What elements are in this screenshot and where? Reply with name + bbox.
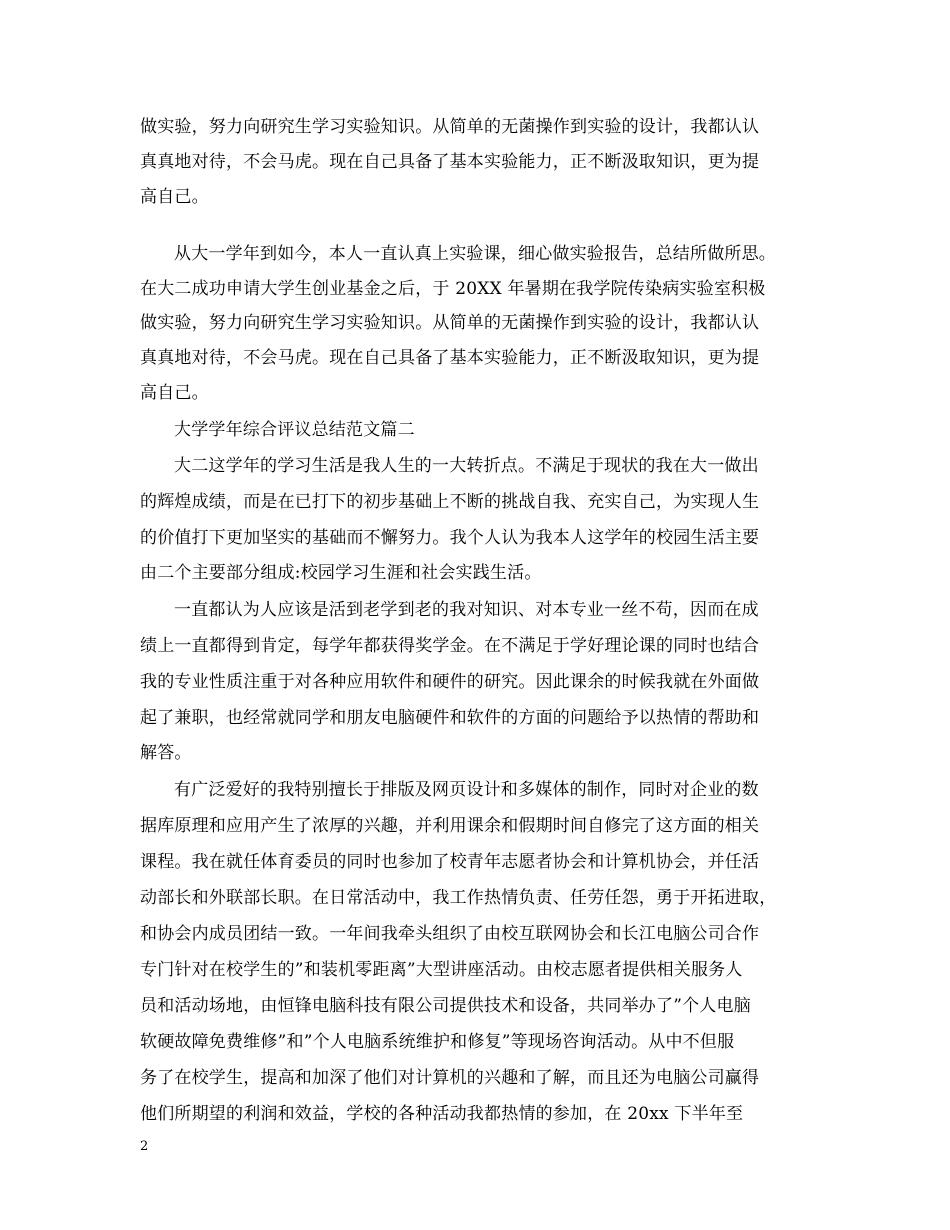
text-line: 绩上一直都得到肯定，每学年都获得奖学金。在不满足于学好理论课的同时也结合 [140, 636, 760, 656]
text-line: 在大二成功申请大学生创业基金之后，于 20XX 年暑期在我学院传染病实验室积极 [140, 279, 766, 299]
text-line: 的辉煌成绩，而是在已打下的初步基础上不断的挑战自我、充实自己，为实现人生 [140, 492, 760, 512]
text-line: 真真地对待，不会马虎。现在自己具备了基本实验能力，正不断汲取知识，更为提 [140, 348, 760, 368]
text-line: 起了兼职，也经常就同学和朋友电脑硬件和软件的方面的问题给予以热情的帮助和 [140, 708, 760, 728]
text-line: 一直都认为人应该是活到老学到老的我对知识、对本专业一丝不苟，因而在成 [174, 600, 759, 620]
text-line: 我的专业性质注重于对各种应用软件和硬件的研究。因此课余的时候我就在外面做 [140, 672, 760, 692]
text-line: 做实验，努力向研究生学习实验知识。从简单的无菌操作到实验的设计，我都认认 [140, 313, 760, 333]
text-line: 动部长和外联部长职。在日常活动中，我工作热情负责、任劳任怨，勇于开拓进取， [140, 888, 777, 908]
text-line: 真真地对待，不会马虎。现在自己具备了基本实验能力，正不断汲取知识，更为提 [140, 152, 760, 172]
text-line: 专门针对在校学生的”和装机零距离”大型讲座活动。由校志愿者提供相关服务人 [140, 960, 743, 980]
text-line: 课程。我在就任体育委员的同时也参加了校青年志愿者协会和计算机协会，并任活 [140, 852, 760, 872]
text-line: 的价值打下更加坚实的基础而不懈努力。我个人认为我本人这学年的校园生活主要 [140, 528, 760, 548]
page-number: 2 [140, 1139, 149, 1154]
text-line: 和协会内成员团结一致。一年间我牵头组织了由校互联网协会和长江电脑公司合作 [140, 924, 760, 944]
text-line: 解答。 [140, 743, 192, 763]
text-line: 大学学年综合评议总结范文篇二 [174, 420, 415, 440]
text-line: 由二个主要部分组成:校园学习生涯和社会实践生活。 [140, 563, 542, 583]
text-line: 从大一学年到如今，本人一直认真上实验课，细心做实验报告，总结所做所思。 [174, 244, 776, 264]
text-line: 软硬故障免费维修”和”个人电脑系统维护和修复”等现场咨询活动。从中不但服 [140, 1032, 735, 1052]
text-line: 务了在校学生，提高和加深了他们对计算机的兴趣和了解，而且还为电脑公司赢得 [140, 1068, 760, 1088]
text-line: 员和活动场地，由恒锋电脑科技有限公司提供技术和设备，共同举办了”个人电脑 [140, 996, 751, 1016]
text-line: 有广泛爱好的我特别擅长于排版及网页设计和多媒体的制作，同时对企业的数 [174, 780, 759, 800]
text-line: 他们所期望的利润和效益，学校的各种活动我都热情的参加，在 20xx 下半年至 [140, 1104, 744, 1124]
text-line: 做实验，努力向研究生学习实验知识。从简单的无菌操作到实验的设计，我都认认 [140, 117, 760, 137]
text-line: 大二这学年的学习生活是我人生的一大转折点。不满足于现状的我在大一做出 [174, 456, 759, 476]
text-line: 高自己。 [140, 383, 209, 403]
text-line: 高自己。 [140, 187, 209, 207]
text-line: 据库原理和应用产生了浓厚的兴趣，并利用课余和假期时间自修完了这方面的相关 [140, 816, 760, 836]
